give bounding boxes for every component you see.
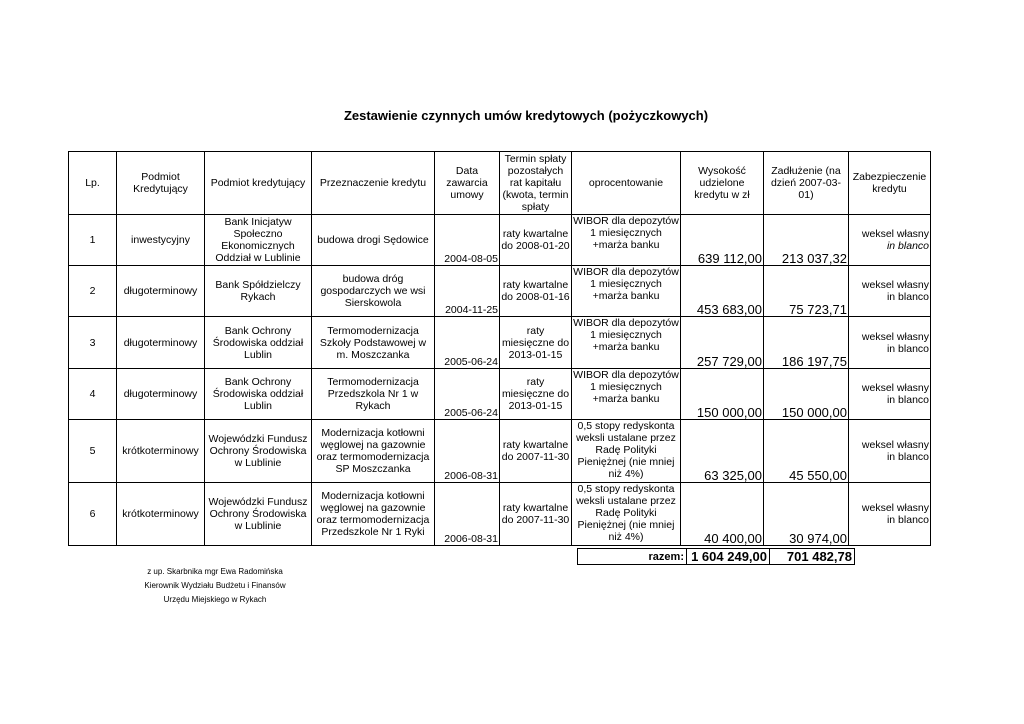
cell-rodzaj: krótkoterminowy [117,483,205,546]
totals-zadluzenie: 701 482,78 [770,549,855,565]
totals-row [577,548,855,565]
cell-zabezpieczenie [849,420,931,483]
header-termin: Termin spłaty pozostałych rat kapitału (kwota, termin spłaty [500,152,572,215]
header-wysokosc: Wysokość udzielone kredytu w zł [681,152,764,215]
cell-data: 2005-06-24 [435,369,500,420]
cell-zabezpieczenie [849,266,931,317]
cell-bank: Wojewódzki Fundusz Ochrony Środowiska w Lublinie [205,420,312,483]
cell-zadluzenie: 30 974,00 [764,483,849,546]
cell-cel: Modernizacja kotłowni węglowej na gazownie oraz termomodernizacja Przedszkole Nr 1 Ryki [312,483,435,546]
cell-cel: budowa drogi Sędowice [312,215,435,266]
cell-oprocentowanie: WIBOR dla depozytów 1 miesięcznych +marża banku [572,317,681,369]
zab-line2: in blanco [886,342,929,355]
cell-zadluzenie: 150 000,00 [764,369,849,420]
cell-zadluzenie: 45 550,00 [764,420,849,483]
cell-zadluzenie: 75 723,71 [764,266,849,317]
cell-zadluzenie: 213 037,32 [764,215,849,266]
header-zabezpieczenie: Zabezpieczenie kredytu [849,152,931,215]
zab-line2: in blanco [886,451,929,463]
cell-rodzaj: inwestycyjny [117,215,205,266]
header-zadluzenie: Zadłużenie (na dzień 2007-03-01) [764,152,849,215]
cell-oprocentowanie: 0,5 stopy redyskonta weksli ustalane przez Radę Polityki Pieniężnej (nie mniej niż 4%) [572,420,681,483]
cell-wysokosc: 453 683,00 [681,266,764,317]
zab-line1: weksel własny [861,330,929,343]
cell-oprocentowanie: WIBOR dla depozytów 1 miesięcznych +marża banku [572,215,681,266]
zab-line2: in blanco [886,240,929,252]
cell-data: 2004-08-05 [435,215,500,266]
header-przeznaczenie: Przeznaczenie kredytu [312,152,435,215]
cell-rodzaj: długoterminowy [117,369,205,420]
cell-lp: 1 [69,215,117,266]
table-row [69,369,931,420]
header-lp: Lp. [69,152,117,215]
cell-rodzaj: długoterminowy [117,266,205,317]
zab-line1: weksel własny [861,382,929,394]
cell-bank: Bank Ochrony Środowiska oddział Lublin [205,369,312,420]
cell-lp: 4 [69,369,117,420]
cell-zabezpieczenie [849,215,931,266]
header-podmiot-kredytujacy-2: Podmiot kredytujący [205,152,312,215]
cell-termin: raty kwartalne do 2008-01-20 [500,215,572,266]
cell-termin: raty kwartalne do 2007-11-30 [500,420,572,483]
cell-wysokosc: 150 000,00 [681,369,764,420]
table-row [69,483,931,546]
cell-rodzaj: krótkoterminowy [117,420,205,483]
footer-line3: Urzędu Miejskiego w Rykach [163,595,267,604]
header-oprocentowanie: oprocentowanie [572,152,681,215]
cell-data: 2006-08-31 [435,483,500,546]
table-row [69,420,931,483]
table-row [69,266,931,317]
cell-rodzaj: długoterminowy [117,317,205,369]
zab-line1: weksel własny [861,439,929,451]
cell-wysokosc: 639 112,00 [681,215,764,266]
cell-cel: budowa dróg gospodarczych we wsi Sierskowola [312,266,435,317]
cell-termin: raty kwartalne do 2008-01-16 [500,266,572,317]
header-data: Data zawarcia umowy [435,152,500,215]
cell-data: 2004-11-25 [435,266,500,317]
table-header-row [69,152,931,215]
cell-cel: Termomodernizacja Przedszkola Nr 1 w Rykach [312,369,435,420]
header-podmiot-kredytujacy: Podmiot Kredytujący [117,152,205,215]
cell-wysokosc: 63 325,00 [681,420,764,483]
zab-line1: weksel własny [861,279,929,291]
cell-zabezpieczenie [849,369,931,420]
totals-wysokosc: 1 604 249,00 [687,549,770,565]
cell-oprocentowanie: WIBOR dla depozytów 1 miesięcznych +marża banku [572,369,681,420]
cell-cel: Modernizacja kotłowni węglowej na gazownie oraz termomodernizacja SP Moszczanka [312,420,435,483]
cell-bank: Bank Spółdzielczy Rykach [205,266,312,317]
cell-bank: Wojewódzki Fundusz Ochrony Środowiska w Lublinie [205,483,312,546]
cell-wysokosc: 257 729,00 [681,317,764,369]
cell-termin: raty miesięczne do 2013-01-15 [500,317,572,369]
zab-line2: in blanco [886,514,929,526]
cell-oprocentowanie: WIBOR dla depozytów 1 miesięcznych +marża banku [572,266,681,317]
cell-oprocentowanie: 0,5 stopy redyskonta weksli ustalane przez Radę Polityki Pieniężnej (nie mniej niż 4%) [572,483,681,546]
cell-data: 2006-08-31 [435,420,500,483]
table-row [69,317,931,369]
footer-line2: Kierownik Wydziału Budżetu i Finansów [144,581,286,590]
cell-zabezpieczenie [849,317,931,369]
cell-wysokosc: 40 400,00 [681,483,764,546]
cell-lp: 6 [69,483,117,546]
cell-termin: raty miesięczne do 2013-01-15 [500,369,572,420]
cell-data: 2005-06-24 [435,317,500,369]
cell-cel: Termomodernizacja Szkoły Podstawowej w m. Moszczanka [312,317,435,369]
cell-lp: 2 [69,266,117,317]
cell-zabezpieczenie [849,483,931,546]
credit-agreements-table [68,151,931,546]
zab-line1: weksel własny [861,502,929,514]
cell-zadluzenie: 186 197,75 [764,317,849,369]
zab-line2: in blanco [886,291,929,303]
footer-line1: z up. Skarbnika mgr Ewa Radomińska [147,567,283,576]
cell-bank: Bank Ochrony Środowiska oddział Lublin [205,317,312,369]
zab-line1: weksel własny [861,228,929,240]
cell-termin: raty kwartalne do 2007-11-30 [500,483,572,546]
cell-lp: 5 [69,420,117,483]
zab-line2: in blanco [886,394,929,406]
table-row [69,215,931,266]
cell-lp: 3 [69,317,117,369]
cell-bank: Bank Inicjatyw Społeczno Ekonomicznych Oddział w Lublinie [205,215,312,266]
document-title: Zestawienie czynnych umów kredytowych (pożyczkowych) [343,108,709,123]
totals-label: razem: [578,549,687,565]
